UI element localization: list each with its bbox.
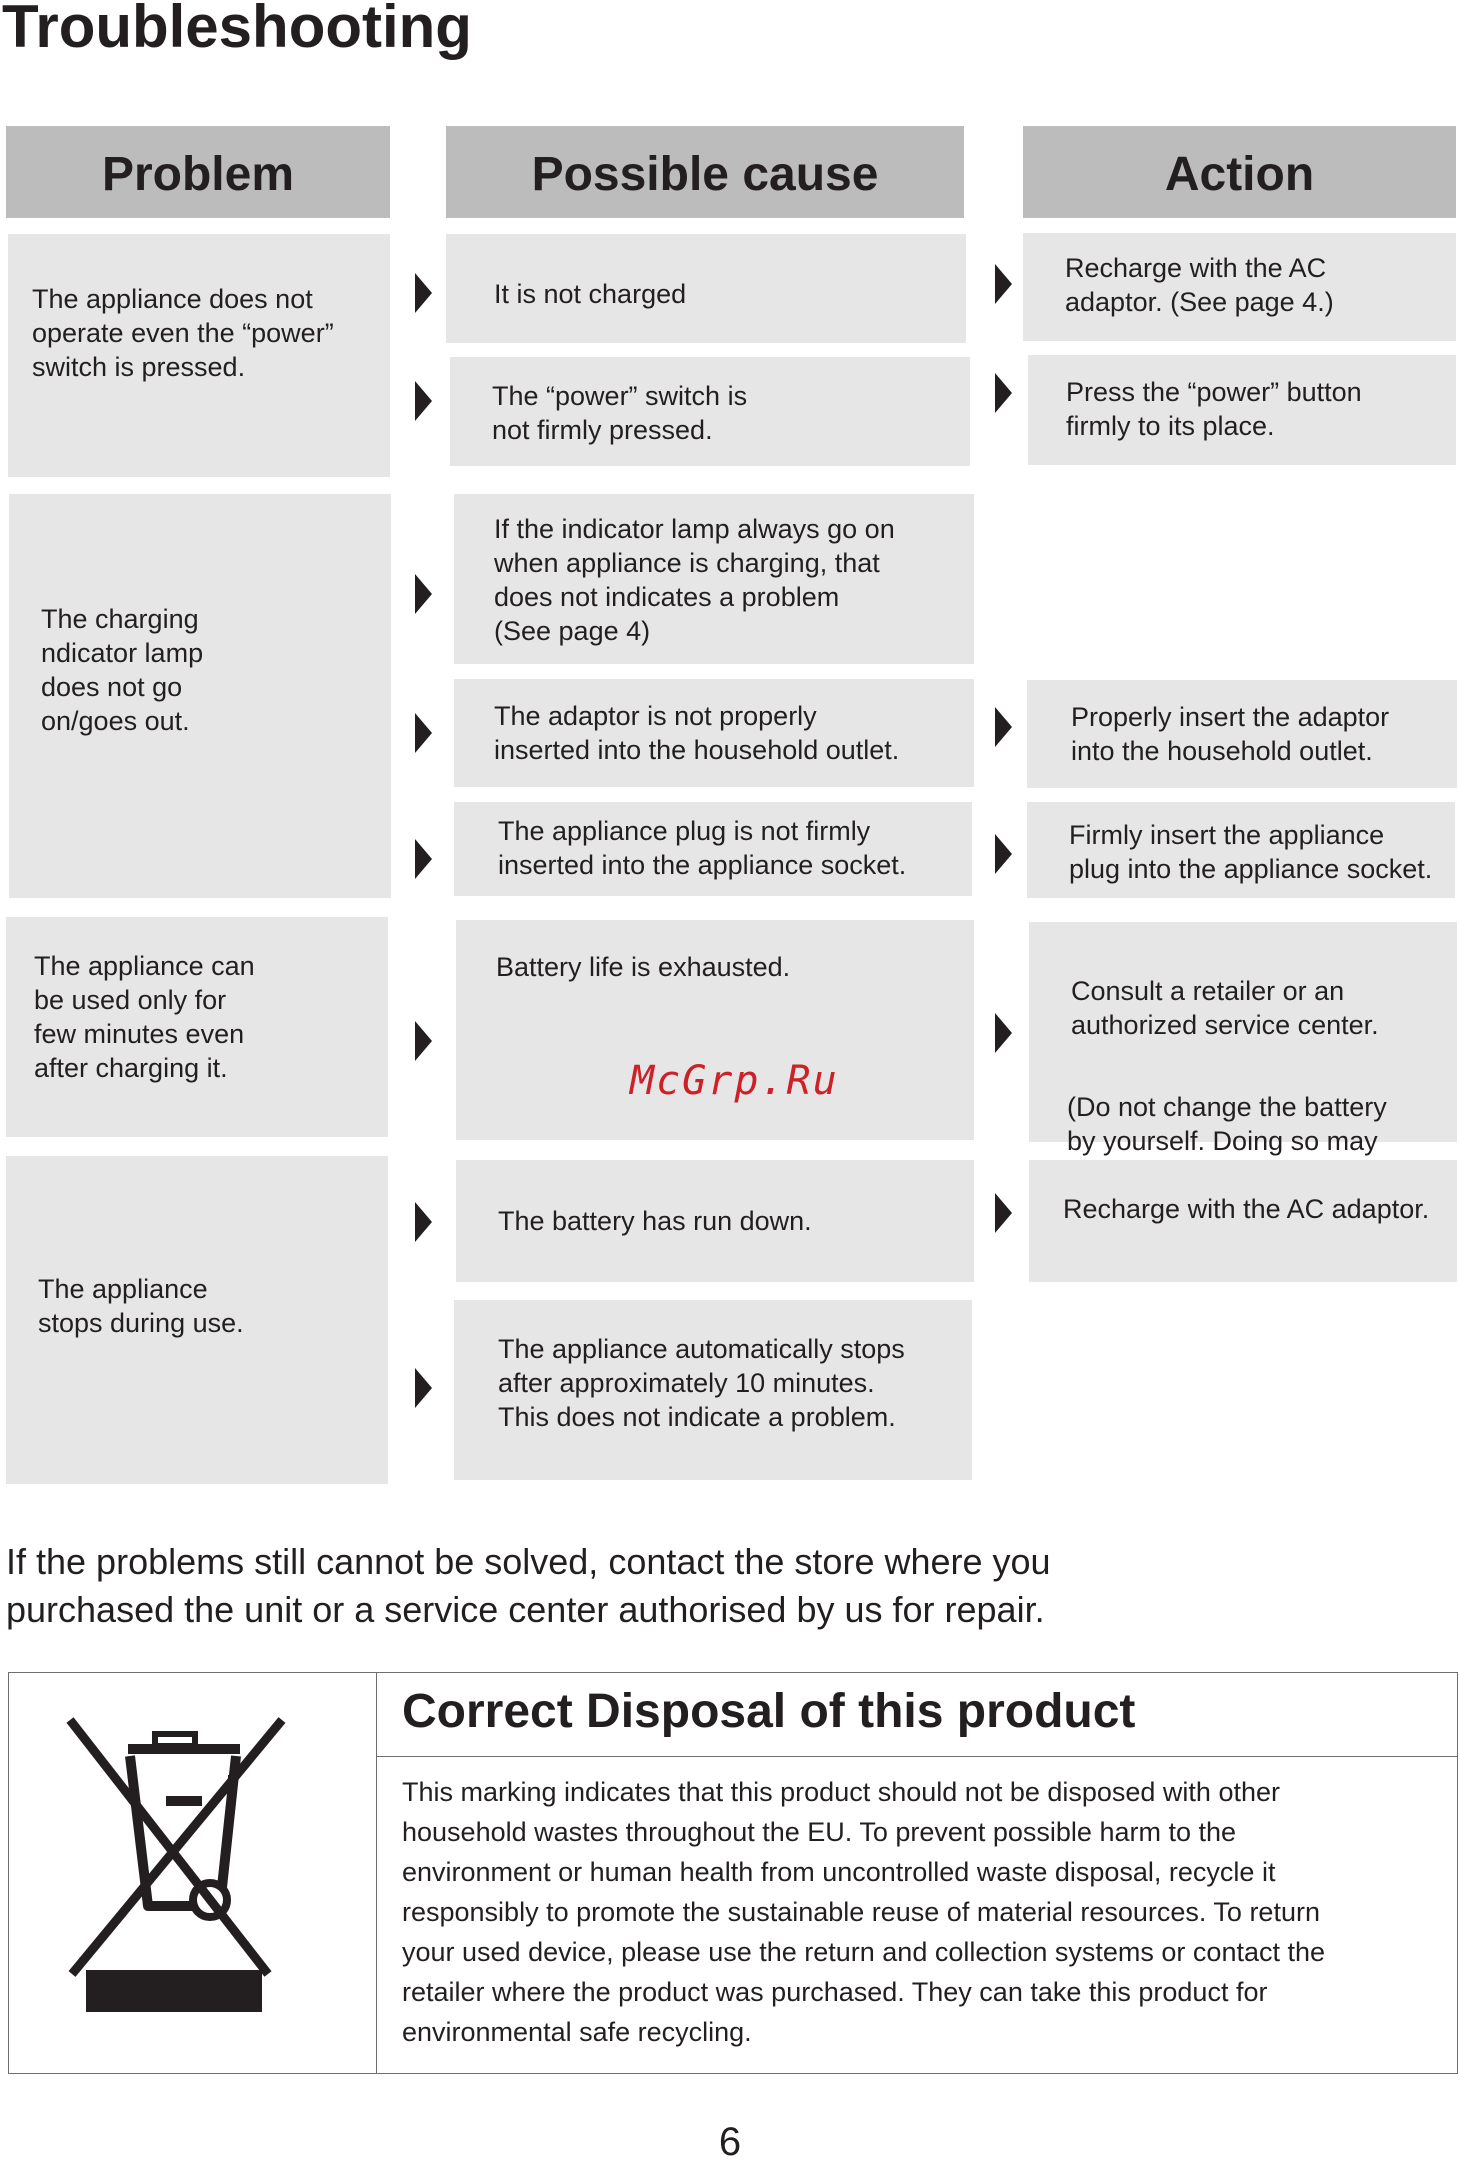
watermark: McGrp.Ru bbox=[630, 1058, 839, 1104]
action-text: Consult a retailer or an authorized service center. bbox=[1071, 976, 1379, 1040]
cause-box: Battery life is exhausted. bbox=[456, 920, 974, 1140]
cause-box: The battery has run down. bbox=[456, 1160, 974, 1282]
problem-box: The appliance can be used only for few minutes even after charging it. bbox=[6, 917, 388, 1137]
action-box: Firmly insert the appliance plug into the appliance socket. bbox=[1027, 802, 1455, 898]
arrow-right-icon bbox=[995, 1013, 1012, 1053]
disposal-title-rule bbox=[376, 1756, 1458, 1757]
arrow-right-icon bbox=[995, 373, 1012, 413]
arrow-right-icon bbox=[415, 1368, 432, 1408]
disposal-divider bbox=[376, 1672, 377, 2074]
header-action: Action bbox=[1023, 126, 1456, 218]
arrow-right-icon bbox=[415, 1202, 432, 1242]
page-number: 6 bbox=[718, 2120, 742, 2164]
disposal-title: Correct Disposal of this product bbox=[402, 1685, 1136, 1738]
action-box: Properly insert the adaptor into the household outlet. bbox=[1027, 680, 1457, 788]
arrow-right-icon bbox=[415, 574, 432, 614]
problem-box: The appliance does not operate even the “power” switch is pressed. bbox=[8, 234, 390, 477]
action-box: Recharge with the AC adaptor. (See page 4.) bbox=[1023, 233, 1456, 341]
problem-box: The appliance stops during use. bbox=[6, 1156, 388, 1484]
arrow-right-icon bbox=[415, 1021, 432, 1061]
cause-box: The appliance automatically stops after approximately 10 minutes. This does not indicate a problem. bbox=[454, 1300, 972, 1480]
cause-box: If the indicator lamp always go on when appliance is charging, that does not indicates a problem (See page 4) bbox=[454, 494, 974, 664]
arrow-right-icon bbox=[415, 381, 432, 421]
arrow-right-icon bbox=[995, 264, 1012, 304]
cause-box: The adaptor is not properly inserted into the household outlet. bbox=[454, 679, 974, 787]
action-box bbox=[1029, 922, 1457, 1156]
arrow-right-icon bbox=[995, 707, 1012, 747]
arrow-right-icon bbox=[995, 834, 1012, 874]
arrow-right-icon bbox=[415, 273, 432, 313]
arrow-right-icon bbox=[415, 713, 432, 753]
arrow-right-icon bbox=[995, 1193, 1012, 1233]
action-box: Press the “power” button firmly to its place. bbox=[1028, 355, 1456, 465]
action-box: Recharge with the AC adaptor. bbox=[1029, 1160, 1457, 1282]
problem-box: The charging ndicator lamp does not go on/goes out. bbox=[9, 494, 391, 898]
disposal-body: This marking indicates that this product should not be disposed with other household wastes throughout the EU. To prevent possible harm to the environment or human health from uncontrolled waste disposal, recycle it responsibly to promote the sustainable reuse of material resources. To return your used device, please use the return and collection systems or contact the retailer where the product was purchased. They can take this product for environmental safe recycling. bbox=[402, 1777, 1326, 2047]
crossed-out-wheelie-bin-icon bbox=[60, 1700, 300, 2020]
cause-box: It is not charged bbox=[446, 234, 966, 343]
action-note: (Do not change the battery by yourself. Doing so may bbox=[1067, 1092, 1387, 1156]
cause-box: The appliance plug is not firmly inserted into the appliance socket. bbox=[454, 802, 972, 896]
footer-note: If the problems still cannot be solved, contact the store where you purchased the unit or a service center authorised by us for repair. bbox=[6, 1541, 1051, 1630]
page-title: Troubleshooting bbox=[2, 0, 472, 60]
header-problem: Problem bbox=[6, 126, 390, 218]
header-possible-cause: Possible cause bbox=[446, 126, 964, 218]
arrow-right-icon bbox=[415, 839, 432, 879]
cause-box: The “power” switch is not firmly pressed. bbox=[450, 357, 970, 466]
